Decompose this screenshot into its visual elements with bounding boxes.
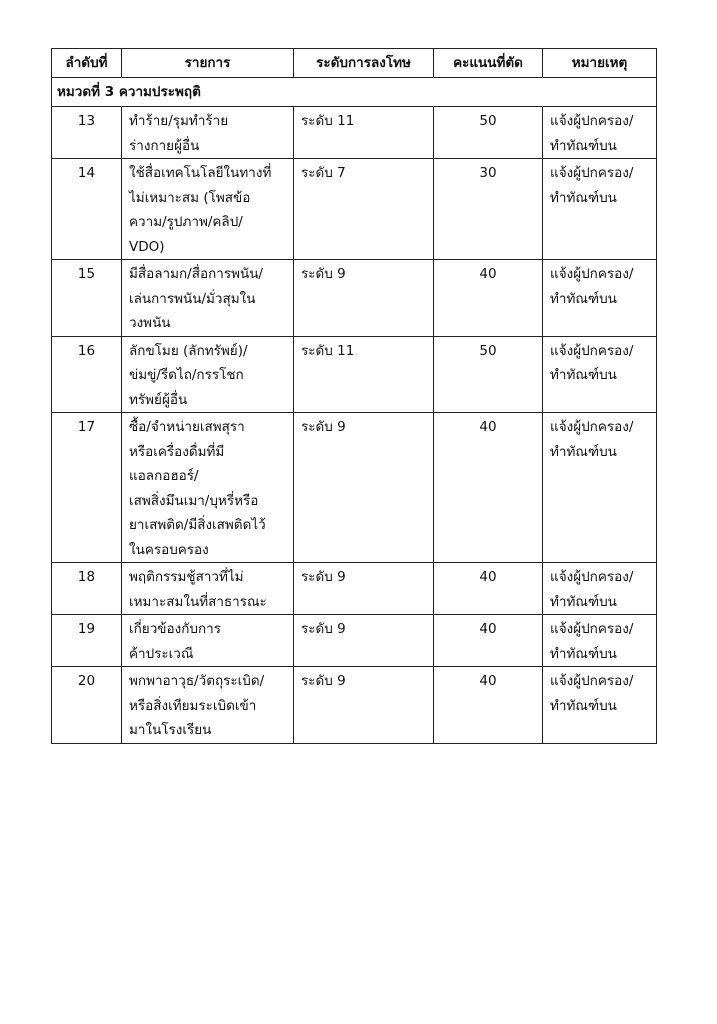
item-line: มาในโรงเรียน: [129, 722, 212, 738]
row-item: [122, 159, 294, 260]
row-number: 18: [52, 563, 122, 615]
header-row: [52, 49, 657, 78]
item-line: ทำร้าย/รุมทำร้าย: [129, 113, 229, 129]
item-line: ไม่เหมาะสม (โพสข้อ: [129, 189, 251, 206]
row-note: [543, 413, 657, 563]
note-line: แจ้งผู้ปกครอง/: [550, 266, 634, 282]
row-score: 40: [434, 615, 543, 667]
note-line: ทำทัณฑ์บน: [550, 593, 617, 610]
row-item: [122, 336, 294, 413]
row-score: 40: [434, 667, 543, 744]
row-score: 30: [434, 159, 543, 260]
item-line: หรือสิ่งเทียมระเบิดเข้า: [129, 697, 257, 714]
row-item: [122, 260, 294, 337]
table-row: [52, 159, 657, 260]
table-row: [52, 615, 657, 667]
item-line: ทรัพย์ผู้อื่น: [129, 391, 188, 408]
header-score: คะแนนที่ตัด: [434, 49, 543, 78]
note-line: ทำทัณฑ์บน: [550, 189, 617, 206]
row-item: [122, 413, 294, 563]
table-row: [52, 413, 657, 563]
table-row: [52, 107, 657, 159]
item-line: วงพนัน: [129, 315, 171, 331]
item-line: ยาเสพติด/มีสิ่งเสพติดไว้: [129, 517, 266, 533]
row-level: ระดับ 9: [294, 413, 434, 563]
header-item: รายการ: [122, 49, 294, 78]
row-score: 40: [434, 260, 543, 337]
table-row: [52, 563, 657, 615]
section-title: หมวดที่ 3 ความประพฤติ: [52, 78, 657, 107]
row-note: [543, 563, 657, 615]
discipline-table: [51, 48, 657, 744]
row-number: 17: [52, 413, 122, 563]
table-row: [52, 260, 657, 337]
section-row: [52, 78, 657, 107]
row-level: ระดับ 9: [294, 615, 434, 667]
row-level: ระดับ 7: [294, 159, 434, 260]
note-line: ทำทัณฑ์บน: [550, 290, 617, 307]
row-score: 40: [434, 413, 543, 563]
note-line: ทำทัณฑ์บน: [550, 443, 617, 460]
row-item: [122, 667, 294, 744]
item-line: ความ/รูปภาพ/คลิป/: [129, 214, 243, 230]
row-number: 19: [52, 615, 122, 667]
table-row: [52, 336, 657, 413]
row-number: 16: [52, 336, 122, 413]
item-line: มีสื่อลามก/สื่อการพนัน/: [129, 266, 263, 282]
header-level: ระดับการลงโทษ: [294, 49, 434, 78]
row-note: [543, 159, 657, 260]
note-line: แจ้งผู้ปกครอง/: [550, 621, 634, 637]
item-line: ร่างกายผู้อื่น: [129, 137, 200, 154]
row-number: 13: [52, 107, 122, 159]
note-line: ทำทัณฑ์บน: [550, 697, 617, 714]
row-number: 15: [52, 260, 122, 337]
item-line: ใช้สื่อเทคโนโลยีในทางที่: [129, 165, 272, 181]
header-note: หมายเหตุ: [543, 49, 657, 78]
row-number: 20: [52, 667, 122, 744]
table-row: [52, 667, 657, 744]
item-line: ลักขโมย (ลักทรัพย์)/: [129, 342, 248, 359]
row-level: ระดับ 11: [294, 107, 434, 159]
row-score: 40: [434, 563, 543, 615]
row-note: [543, 107, 657, 159]
item-line: ในครอบครอง: [129, 541, 209, 558]
item-line: ข่มขู่/รีดไถ/กรรโชก: [129, 367, 244, 383]
item-line: เสพสิ่งมึนเมา/บุหรี่หรือ: [129, 492, 259, 509]
row-note: [543, 615, 657, 667]
item-line: VDO): [129, 238, 165, 255]
row-note: [543, 667, 657, 744]
note-line: แจ้งผู้ปกครอง/: [550, 673, 634, 689]
row-level: ระดับ 9: [294, 563, 434, 615]
item-line: พกพาอาวุธ/วัตถุระเบิด/: [129, 673, 265, 689]
item-line: เหมาะสมในที่สาธารณะ: [129, 593, 267, 610]
row-number: 14: [52, 159, 122, 260]
note-line: แจ้งผู้ปกครอง/: [550, 342, 634, 359]
item-line: เกี่ยวข้องกับการ: [129, 621, 221, 637]
item-line: หรือเครื่องดื่มที่มี: [129, 443, 225, 460]
row-item: [122, 615, 294, 667]
row-score: 50: [434, 107, 543, 159]
note-line: ทำทัณฑ์บน: [550, 645, 617, 662]
row-item: [122, 107, 294, 159]
row-level: ระดับ 9: [294, 667, 434, 744]
note-line: แจ้งผู้ปกครอง/: [550, 569, 634, 585]
row-level: ระดับ 11: [294, 336, 434, 413]
note-line: แจ้งผู้ปกครอง/: [550, 165, 634, 181]
item-line: พฤติกรรมชู้สาวที่ไม่: [129, 569, 244, 585]
row-note: [543, 260, 657, 337]
row-score: 50: [434, 336, 543, 413]
item-line: ซื้อ/จำหน่ายเสพสุรา: [129, 419, 245, 435]
note-line: ทำทัณฑ์บน: [550, 367, 617, 383]
row-level: ระดับ 9: [294, 260, 434, 337]
note-line: แจ้งผู้ปกครอง/: [550, 419, 634, 435]
item-line: แอลกอฮอร์/: [129, 468, 199, 484]
row-note: [543, 336, 657, 413]
note-line: ทำทัณฑ์บน: [550, 137, 617, 154]
item-line: เล่นการพนัน/มั่วสุมใน: [129, 290, 256, 307]
note-line: แจ้งผู้ปกครอง/: [550, 113, 634, 129]
row-item: [122, 563, 294, 615]
item-line: ค้าประเวณี: [129, 645, 194, 662]
header-no: ลำดับที่: [52, 49, 122, 78]
